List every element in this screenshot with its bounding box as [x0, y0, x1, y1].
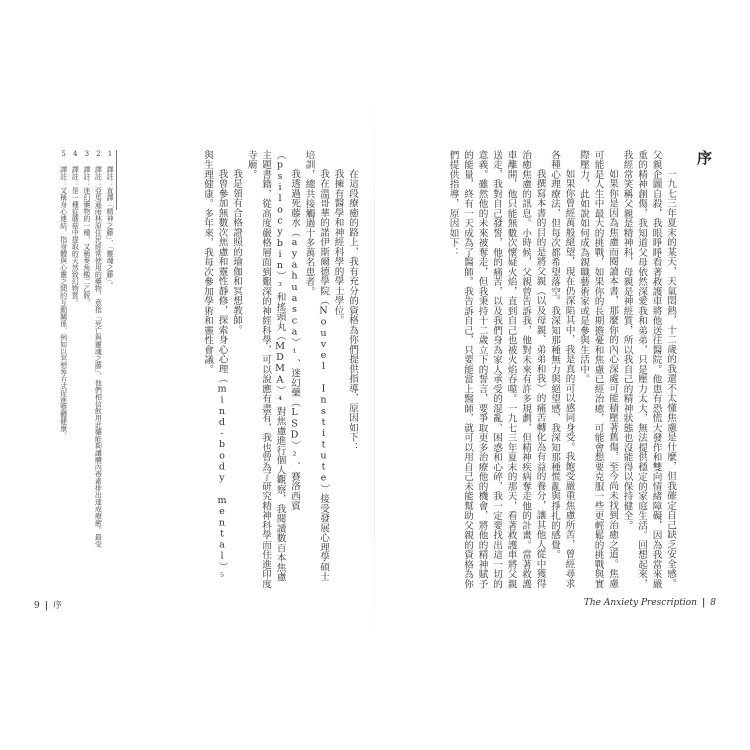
right-page-body	[372, 150, 677, 590]
paragraph: 我撰寫本書的目的是將父親（以及母親、弟弟和我）的痛苦轉化為有益的養分，讓其他人從中獲得治癒焦慮的訊息。小時候，父親曾告訴我，他對未來有許多規劃，但精神疾病奪走他的計畫。當著救護車離開，他只能無數次懷疑火焰，直到自己也被火焰吞噬。一九七三年夏末的那天，看著救護車將父親送走，我對自己發誓，他的痛苦，以及我們身為家人承受的混亂、困惑和心碎，我一定要找出這一切的意義。雖然他的未來被奪走，但我秉持十二歲立下的誓言，要爭取更多治療他的機會，將他的精神賦予的能量，終有一天成為了醫師。我告訴自己，只要能當上醫師，就可以用自己未能幫助父親的資格為你們提供指導，原因如下：	[447, 150, 546, 589]
footnote: 4 譯註：是一種從蘑菇中提取的天然致幻物質。	[71, 150, 80, 306]
paragraph: 我是領有合格證照的瑜伽和冥想教師。	[231, 169, 242, 335]
right-page-folio: The Anxiety Prescription | 8	[583, 598, 716, 608]
paragraph: 在這段療癒的路上，我有充分的資格為你們提供指導，原因如下：	[347, 169, 358, 452]
footnote: 1 譯註：直譯「精神之藤」、「靈魂之藤」。	[106, 150, 114, 289]
paragraph: 如果你是因為焦慮而閱讀本書，那麼你的內心深處可能積壓著舊傷，至今尚未找到治癒之道。焦慮可能是人生中最大的挑戰，如果你的長期擔憂和焦慮已經治癒，可能會想要克服一些更輕鬆的挑戰與實際壓力，此如說如何成為親職藝術家或是參與生活中。	[578, 150, 618, 589]
left-page-body	[124, 150, 359, 590]
paragraph: 如果你曾經萬般絕望，現在仍深陷其中，我是真的可以感同身受。我飽受嚴重焦慮所苦，曾經尋求各種心理療法，但每次都希望落空。我深知那種無力與絕望感，我深知那種慌亂與掙扎的感覺。	[549, 150, 575, 589]
paragraph: 我擁有醫學和神經科學的學士學位。	[332, 169, 344, 326]
page-number: 8	[710, 598, 716, 608]
left-page-folio: 9 | 序	[34, 601, 63, 611]
footnote: 5 譯註：又稱身心連結，指身體與心靈之間的互動關係，例如以冥想等方式促進整體健康。	[59, 150, 68, 439]
chapter-title: 序	[695, 150, 713, 167]
footnote-divider	[116, 150, 117, 210]
paragraph: 一九七三年夏末的某天，天氣悶熱，十二歲的我還不太懂焦慮是什麼，但我確定自己缺乏安全感。父親企圖自殺，我眼睜睜看著救護車將他送往醫院。他患有恐慌大發作和雙向情緒障礙，因為我當來嚴重的精神創傷，我知道父母依然深愛我和弟弟，只是壓力太大，無法提供穩定的家庭生活。回想起來，我經常笑稱父親是精神科，母親是神經質，所以我自己的精神狀態也沒能得以保持健全。	[621, 150, 676, 589]
footnote: 2 譯註：亞馬遜雨林原住民經常使用的藥物，意指「死亡與靈魂之藤」，他們相信飲用此藥能夠讓體內毒素排出達成療癒。最受	[94, 150, 103, 548]
page-number: 9	[34, 601, 40, 611]
running-title: The Anxiety Prescription	[583, 598, 697, 608]
paragraph: 我透過死藤水（ayahuasca）¹、迷幻藥（LSD）²、賽洛西賓（psilocybin）³和搖頭丸（MDMA）⁴對焦慮進行個人觀察，我閱讀數百本焦慮主題書籍，從高度嚴格層面到艱深的神經科學，可以說應有盡有，我也曾為了研究精神科學而住進印度寺廟。	[245, 150, 300, 589]
footnotes	[35, 150, 115, 590]
footnote: 3 譯註：迷幻藥物的一種，又稱麥角酸二乙胺。	[82, 150, 91, 306]
running-title: 序	[53, 601, 63, 611]
paragraph: 我曾參加無數次焦慮和靈性靜修，探索身心心理（mind-body mental）⁵與生理健康。多年來，我每次參加學術和靈性會議。	[202, 150, 228, 583]
paragraph: 我在溫哥華的諾伊斯爾德學院（Nouvel Institute）接受發展心理學碩士培訓，總共接觸過十多萬名患者。	[303, 150, 329, 582]
